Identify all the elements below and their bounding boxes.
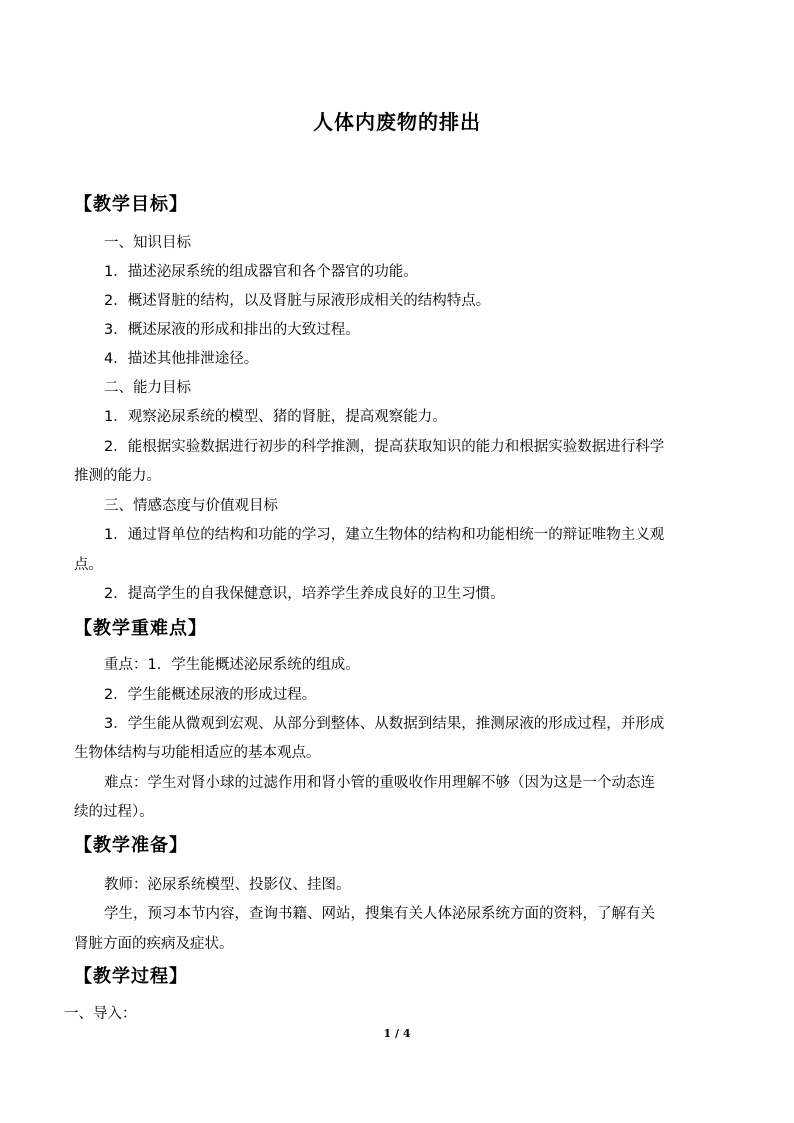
section-heading-key-points: 【教学重难点】	[74, 618, 207, 639]
knowledge-item-4: 4．描述其他排泄途径。	[104, 351, 259, 367]
difficulty-line-cont: 续的过程）。	[74, 804, 154, 820]
section-heading-process: 【教学过程】	[74, 966, 188, 987]
page-number: 1 / 4	[383, 1027, 411, 1040]
key-point-line-2: 2．学生能概述尿液的形成过程。	[104, 687, 317, 703]
difficulty-line: 难点：学生对肾小球的过滤作用和肾小管的重吸收作用理解不够（因为这是一个动态连	[104, 775, 655, 791]
ability-item-2: 2．能根据实验数据进行初步的科学推测，提高获取知识的能力和根据实验数据进行科学	[104, 439, 665, 455]
preparation-student: 学生，预习本节内容，查询书籍、网站，搜集有关人体泌尿系统方面的资料，了解有关	[104, 906, 655, 922]
ability-item-1: 1．观察泌尿系统的模型、猪的肾脏，提高观察能力。	[104, 409, 447, 425]
ability-heading: 二、能力目标	[104, 380, 191, 396]
preparation-teacher: 教师：泌尿系统模型、投影仪、挂图。	[104, 877, 351, 893]
preparation-student-cont: 肾脏方面的疾病及症状。	[74, 936, 234, 952]
knowledge-item-2: 2．概述肾脏的结构，以及肾脏与尿液形成相关的结构特点。	[104, 293, 491, 309]
emotion-item-1: 1．通过肾单位的结构和功能的学习，建立生物体的结构和功能相统一的辩证唯物主义观	[104, 527, 665, 543]
document-title: 人体内废物的排出	[313, 110, 481, 134]
knowledge-item-3: 3．概述尿液的形成和排出的大致过程。	[104, 322, 360, 338]
ability-item-2-cont: 推测的能力。	[74, 468, 161, 484]
key-point-line-3: 3．学生能从微观到宏观、从部分到整体、从数据到结果，推测尿液的形成过程，并形成	[104, 716, 665, 732]
section-heading-goals: 【教学目标】	[74, 194, 188, 215]
key-point-line-3-cont: 生物体结构与功能相适应的基本观点。	[74, 745, 321, 761]
process-intro: 一、导入：	[64, 1006, 137, 1022]
emotion-heading: 三、情感态度与价值观目标	[104, 498, 278, 514]
knowledge-item-1: 1．描述泌尿系统的组成器官和各个器官的功能。	[104, 264, 418, 280]
knowledge-heading: 一、知识目标	[104, 235, 191, 251]
section-heading-preparation: 【教学准备】	[74, 835, 188, 856]
key-point-line-1: 重点：1．学生能概述泌尿系统的组成。	[104, 657, 360, 673]
emotion-item-2: 2．提高学生的自我保健意识，培养学生养成良好的卫生习惯。	[104, 586, 505, 602]
emotion-item-1-cont: 点。	[74, 557, 103, 573]
